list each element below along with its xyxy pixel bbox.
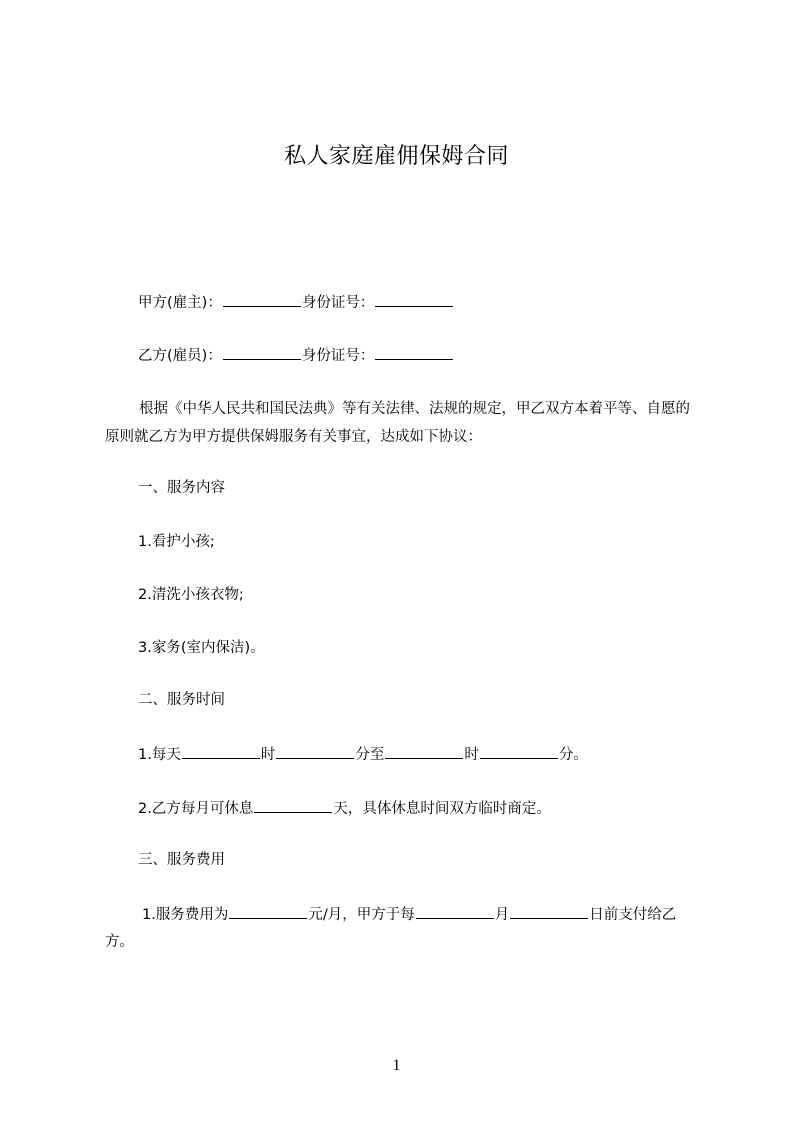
party-b-id-label: 身份证号： bbox=[301, 348, 375, 364]
start-hour-blank[interactable] bbox=[182, 744, 260, 759]
payment-suffix: 日前支付给乙 bbox=[589, 907, 677, 923]
monthly-fee-blank[interactable] bbox=[229, 904, 307, 919]
minute-to-label: 分至 bbox=[355, 747, 385, 763]
hour-label: 时 bbox=[260, 747, 276, 763]
minute-end-label: 分。 bbox=[558, 747, 588, 763]
party-b-line bbox=[138, 345, 454, 366]
hour-label: 时 bbox=[464, 747, 479, 763]
per-month-label: 元/月，甲方于每 bbox=[308, 907, 415, 923]
end-hour-blank[interactable] bbox=[385, 744, 463, 759]
party-a-id-blank[interactable] bbox=[375, 292, 453, 307]
service-time-item-2 bbox=[138, 798, 551, 819]
section-heading-service-time: 二、服务时间 bbox=[138, 692, 225, 708]
preamble-paragraph: 根据《中华人民共和国民法典》等有关法律、法规的规定，甲乙双方本着平等、自愿的原则就乙方为甲方提供保姆服务有关事宜，达成如下协议： bbox=[105, 401, 690, 445]
party-b-name-blank[interactable] bbox=[223, 345, 301, 360]
party-a-line bbox=[138, 292, 454, 313]
end-minute-blank[interactable] bbox=[480, 744, 558, 759]
party-b-label: 乙方(雇员)： bbox=[138, 348, 222, 364]
payment-day-blank[interactable] bbox=[510, 904, 588, 919]
section-heading-service-content: 一、服务内容 bbox=[138, 480, 225, 496]
service-time-prefix: 1.每天 bbox=[138, 747, 181, 763]
start-minute-blank[interactable] bbox=[276, 744, 354, 759]
payment-month-blank[interactable] bbox=[416, 904, 494, 919]
rest-days-prefix: 2.乙方每月可休息 bbox=[138, 801, 254, 817]
rest-days-suffix: 天，具体休息时间双方临时商定。 bbox=[333, 801, 551, 817]
fee-prefix: 1.服务费用为 bbox=[142, 907, 229, 923]
service-content-item: 1.看护小孩; bbox=[138, 534, 215, 550]
service-content-item: 3.家务(室内保洁)。 bbox=[138, 640, 265, 656]
party-a-label: 甲方(雇主)： bbox=[138, 295, 222, 311]
rest-days-blank[interactable] bbox=[254, 798, 332, 813]
page-number: 1 bbox=[392, 1057, 401, 1074]
party-a-id-label: 身份证号： bbox=[301, 295, 375, 311]
document-title: 私人家庭雇佣保姆合同 bbox=[283, 144, 509, 169]
month-label: 月 bbox=[494, 907, 510, 923]
service-content-item: 2.清洗小孩衣物; bbox=[138, 587, 244, 603]
party-a-name-blank[interactable] bbox=[223, 292, 301, 307]
party-b-id-blank[interactable] bbox=[375, 345, 453, 360]
service-fee-item-1 bbox=[142, 904, 676, 925]
section-heading-service-fee: 三、服务费用 bbox=[138, 852, 225, 868]
service-time-item-1 bbox=[138, 744, 588, 765]
service-fee-item-1-continuation: 方。 bbox=[105, 934, 134, 950]
